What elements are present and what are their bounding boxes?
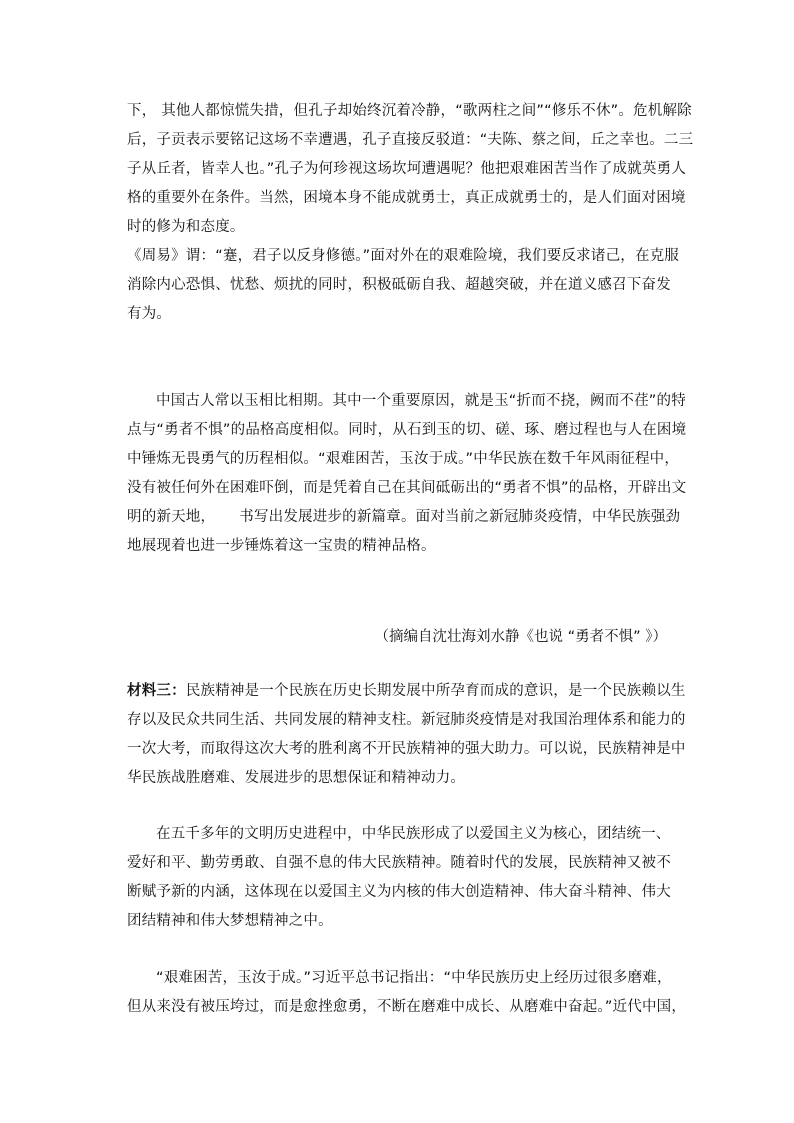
text-line: 后，子贡表示要铭记这场不幸遭遇，孔子直接反驳道：“夫陈、蔡之间，丘之幸也。二三	[127, 132, 694, 148]
paragraph-xi-quote	[127, 964, 687, 1022]
text-line: 消除内心恐惧、忧愁、烦扰的同时，积极砥砺自我、超越突破，并在道义感召下奋发	[127, 277, 671, 293]
text-line: “艰难困苦，玉汝于成。”习近平总书记指出：“中华民族历史上经历过很多磨难，	[156, 970, 672, 986]
text-line: 团结精神和伟大梦想精神之中。	[127, 913, 333, 929]
paragraph-jade-metaphor	[127, 387, 687, 561]
text-line: 没有被任何外在困难吓倒，而是凭着自己在其间砥砺出的“勇者不惧”的品格，开辟出文	[127, 480, 687, 496]
text-line: 地展现着也进一步锤炼着这一宝贵的精神品格。	[127, 538, 436, 554]
text-line: 存以及民众共同生活、共同发展的精神支柱。新冠肺炎疫情是对我国治理体系和能力的	[127, 712, 686, 728]
text-line: 一次大考，而取得这次大考的胜利离不开民族精神的强大助力。可以说，民族精神是中	[127, 741, 686, 757]
text-line: 中锤炼无畏勇气的历程相似。“艰难困苦，玉汝于成。”中华民族在数千年风雨征程中，	[127, 451, 680, 467]
paragraph-zhouyi	[127, 242, 680, 329]
text-line: 但从来没有被压垮过，而是愈挫愈勇，不断在磨难中成长、从磨难中奋起。”近代中国，	[127, 999, 687, 1015]
paragraph-confucius-hardship	[127, 97, 694, 242]
text-line: 《周易》谓：“蹇，君子以反身修德。”面对外在的艰难险境，我们要反求诸己，在克服	[127, 248, 680, 264]
text-line: 明的新天地， 书写出发展进步的新篇章。面对当前之新冠肺炎疫情，中华民族强劲	[127, 509, 681, 525]
text-line: 有为。	[127, 306, 172, 322]
text-line: 爱好和平、勤劳勇敢、自强不息的伟大民族精神。随着时代的发展，民族精神又被不	[127, 855, 671, 871]
paragraph-national-spirit	[127, 820, 671, 936]
text-line: 华民族战胜磨难、发展进步的思想保证和精神动力。	[127, 770, 466, 786]
text-line: 下， 其他人都惊慌失措，但孔子却始终沉着冷静，“歌两柱之间”“修乐不休”。危机解除	[127, 103, 692, 119]
paragraph-material-three	[127, 677, 686, 793]
text-line: 格的重要外在条件。当然，困境本身不能成就勇士，真正成就勇士的，是人们面对困境	[127, 190, 686, 206]
text-line	[127, 677, 686, 706]
text-line: 点与“勇者不惧”的品格高度相似。同时，从石到玉的切、磋、琢、磨过程也与人在困境	[127, 422, 687, 438]
text-line: 断赋予新的内涵，这体现在以爱国主义为内核的伟大创造精神、伟大奋斗精神、伟大	[127, 884, 671, 900]
source-attribution: （摘编自沈壮海刘水静《也说 “勇者不惧” 》）	[374, 629, 667, 645]
text-line: 在五千多年的文明历史进程中，中华民族形成了以爱国主义为核心，团结统一、	[156, 826, 671, 842]
text-line: 时的修为和态度。	[127, 219, 245, 235]
text-line-content: 民族精神是一个民族在历史长期发展中所孕育而成的意识，是一个民族赖以生	[185, 683, 686, 699]
text-line: 中国古人常以玉相比相期。其中一个重要原因，就是玉“折而不挠，阙而不荏”的特	[156, 393, 686, 409]
material-label: 材料三：	[127, 683, 186, 699]
text-line: 子从丘者，皆幸人也。”孔子为何珍视这场坎坷遭遇呢？他把艰难困苦当作了成就英勇人	[127, 161, 687, 177]
